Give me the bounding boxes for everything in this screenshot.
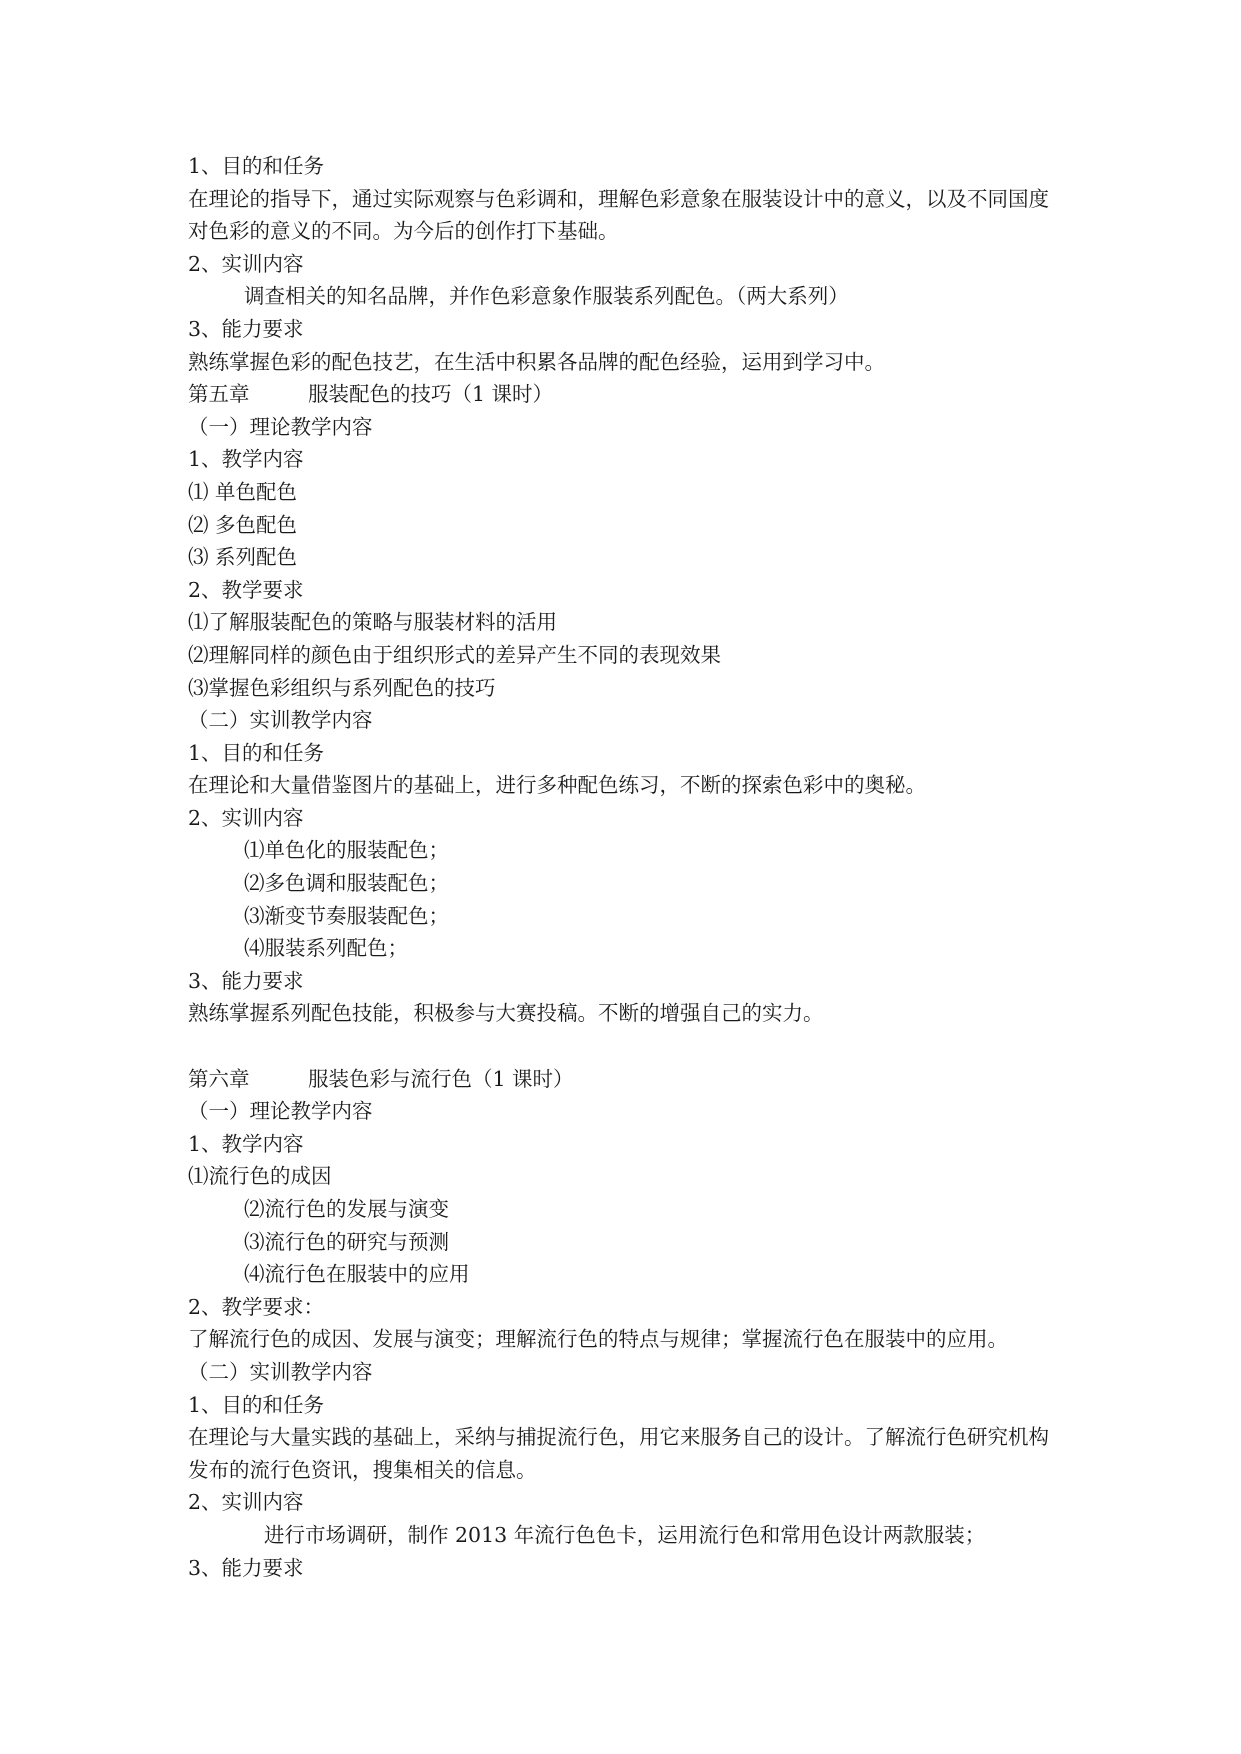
section-heading: 2、实训内容 (188, 805, 304, 830)
section-heading: 2、实训内容 (188, 251, 304, 276)
chapter-title: 服装色彩与流行色（1 课时） (308, 1066, 574, 1091)
chapter-heading (188, 378, 1068, 411)
subsection-heading: （一）理论教学内容 (188, 414, 373, 439)
paragraph: 熟练掌握系列配色技能，积极参与大赛投稿。不断的增强自己的实力。 (188, 1001, 824, 1026)
list-item: ⑴ 单色配色 (188, 479, 298, 504)
chapter-number: 第五章 (188, 382, 250, 407)
blank-line (188, 1030, 1068, 1063)
chapter-title: 服装配色的技巧（1 课时） (308, 382, 554, 407)
list-item: ⑶流行色的研究与预测 (244, 1229, 449, 1254)
list-item: ⑷流行色在服装中的应用 (244, 1262, 470, 1287)
section-heading: 1、教学内容 (188, 447, 304, 472)
subsection-heading: （二）实训教学内容 (188, 1359, 373, 1384)
list-item: ⑵理解同样的颜色由于组织形式的差异产生不同的表现效果 (188, 642, 721, 667)
section-heading: 1、目的和任务 (188, 740, 325, 765)
paragraph: 熟练掌握色彩的配色技艺，在生活中积累各品牌的配色经验，运用到学习中。 (188, 349, 885, 374)
list-item: ⑶ 系列配色 (188, 545, 298, 570)
paragraph: 在理论与大量实践的基础上，采纳与捕捉流行色，用它来服务自己的设计。了解流行色研究机构发布的流行色资讯，搜集相关的信息。 (188, 1425, 1049, 1482)
paragraph: 了解流行色的成因、发展与演变；理解流行色的特点与规律；掌握流行色在服装中的应用。 (188, 1327, 1008, 1352)
section-heading: 3、能力要求 (188, 968, 304, 993)
chapter-heading (188, 1063, 1068, 1096)
section-heading: 3、能力要求 (188, 1555, 304, 1580)
subsection-heading: （一）理论教学内容 (188, 1099, 373, 1124)
section-heading: 2、教学要求： (188, 1294, 325, 1319)
list-item: ⑶渐变节奏服装配色； (244, 903, 449, 928)
document-body (188, 150, 1068, 1584)
paragraph: 进行市场调研，制作 2013 年流行色色卡，运用流行色和常用色设计两款服装； (264, 1522, 986, 1547)
list-item: ⑴了解服装配色的策略与服装材料的活用 (188, 610, 557, 635)
section-heading: 3、能力要求 (188, 316, 304, 341)
paragraph: 调查相关的知名品牌，并作色彩意象作服装系列配色。（两大系列） (244, 284, 849, 309)
paragraph: 在理论的指导下，通过实际观察与色彩调和，理解色彩意象在服装设计中的意义，以及不同国度对色彩的意义的不同。为今后的创作打下基础。 (188, 186, 1049, 244)
paragraph: 在理论和大量借鉴图片的基础上，进行多种配色练习，不断的探索色彩中的奥秘。 (188, 773, 926, 798)
section-heading: 1、目的和任务 (188, 154, 325, 178)
section-heading: 1、目的和任务 (188, 1392, 325, 1417)
chapter-number: 第六章 (188, 1066, 250, 1091)
list-item: ⑶掌握色彩组织与系列配色的技巧 (188, 675, 496, 700)
list-item: ⑵多色调和服装配色； (244, 871, 449, 896)
list-item: ⑵ 多色配色 (188, 512, 298, 537)
section-heading: 2、教学要求 (188, 577, 304, 602)
subsection-heading: （二）实训教学内容 (188, 708, 373, 733)
list-item: ⑵流行色的发展与演变 (244, 1197, 449, 1221)
list-item: ⑴单色化的服装配色； (244, 838, 449, 863)
section-heading: 2、实训内容 (188, 1490, 304, 1515)
section-heading: 1、教学内容 (188, 1131, 304, 1156)
list-item: ⑷服装系列配色； (244, 936, 408, 961)
list-item: ⑴流行色的成因 (188, 1164, 332, 1189)
